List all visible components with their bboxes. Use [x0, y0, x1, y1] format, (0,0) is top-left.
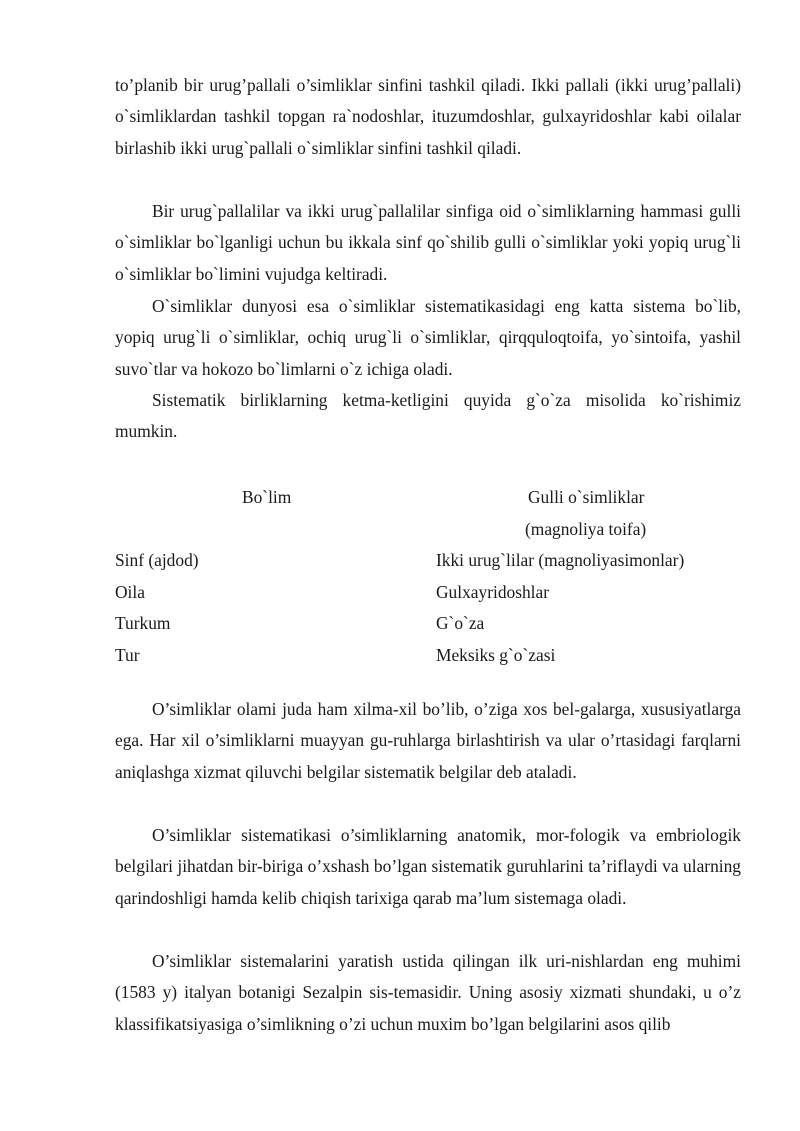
taxonomy-rank: Sinf (ajdod)	[115, 550, 199, 570]
taxonomy-value: Ikki urug`lilar (magnoliyasimonlar)	[436, 550, 685, 570]
paragraph-5: O’simliklar olami juda ham xilma-xil bo’lib, o’ziga xos bel-galarga, xususiyatlarga ega. Har xil o’simliklarni muayyan gu-ruhlarga birlashtirish va ular o’rtasidagi farqlarni aniqlashga xizmat qiluvchi belgilar sistematik belgilar deb ataladi.	[115, 699, 741, 782]
paragraph-1: to’planib bir urug’pallali o’simliklar sinfini tashkil qiladi. Ikki pallali (ikki urug’pallali) o`simliklardan tashkil topgan ra`nodoshlar, ituzumdoshlar, gulxayridoshlar kabi oilalar birlashib ikki urug`pallali o`simliklar sinfini tashkil qiladi.	[115, 75, 741, 158]
paragraph-2: Bir urug`pallalilar va ikki urug`pallalilar sinfiga oid o`simliklarning hammasi gulli o`simliklar bo`lganligi uchun bu ikkala sinf qo`shilib gulli o`simliklar yoki yopiq urug`li o`simliklar bo`limini vujudga keltiradi.	[115, 201, 741, 284]
taxonomy-header-right: Gulli o`simliklar	[528, 487, 645, 507]
taxonomy-value: G`o`za	[436, 613, 485, 633]
taxonomy-rank: Tur	[115, 645, 140, 665]
taxonomy-header-right-sub: (magnoliya toifa)	[525, 519, 647, 539]
paragraph-4: Sistematik birliklarning ketma-ketligini quyida g`o`za misolida ko`rishimiz mumkin.	[115, 390, 741, 442]
taxonomy-value: Meksiks g`o`zasi	[436, 645, 556, 665]
paragraph-3: O`simliklar dunyosi esa o`simliklar sistematikasidagi eng katta sistema bo`lib, yopiq urug`li o`simliklar, ochiq urug`li o`simliklar, qirqquloqtoifa, yo`sintoifa, yashil suvo`tlar va hokozo bo`limlarni o`z ichiga oladi.	[115, 296, 741, 379]
taxonomy-rank: Oila	[115, 582, 145, 602]
paragraph-7: O’simliklar sistemalarini yaratish ustida qilingan ilk uri-nishlardan eng muhimi (1583 y) italyan botanigi Sezalpin sis-temasidir. Uning asosiy xizmati shundaki, u o’z klassifikatsiyasiga o’simlikning o’zi uchun muxim bo’lgan belgilarini asos qilib	[115, 951, 741, 1034]
paragraph-6: O’simliklar sistematikasi o’simliklarning anatomik, mor-fologik va embriologik belgilari jihatdan bir-biriga o’xshash bo’lgan sistematik guruhlarini ta’riflaydi va ularning qarindoshligi hamda kelib chiqish tarixiga qarab ma’lum sistemaga oladi.	[115, 825, 741, 908]
taxonomy-value: Gulxayridoshlar	[436, 582, 550, 602]
taxonomy-header-left: Bo`lim	[242, 487, 292, 507]
taxonomy-rank: Turkum	[115, 613, 171, 633]
